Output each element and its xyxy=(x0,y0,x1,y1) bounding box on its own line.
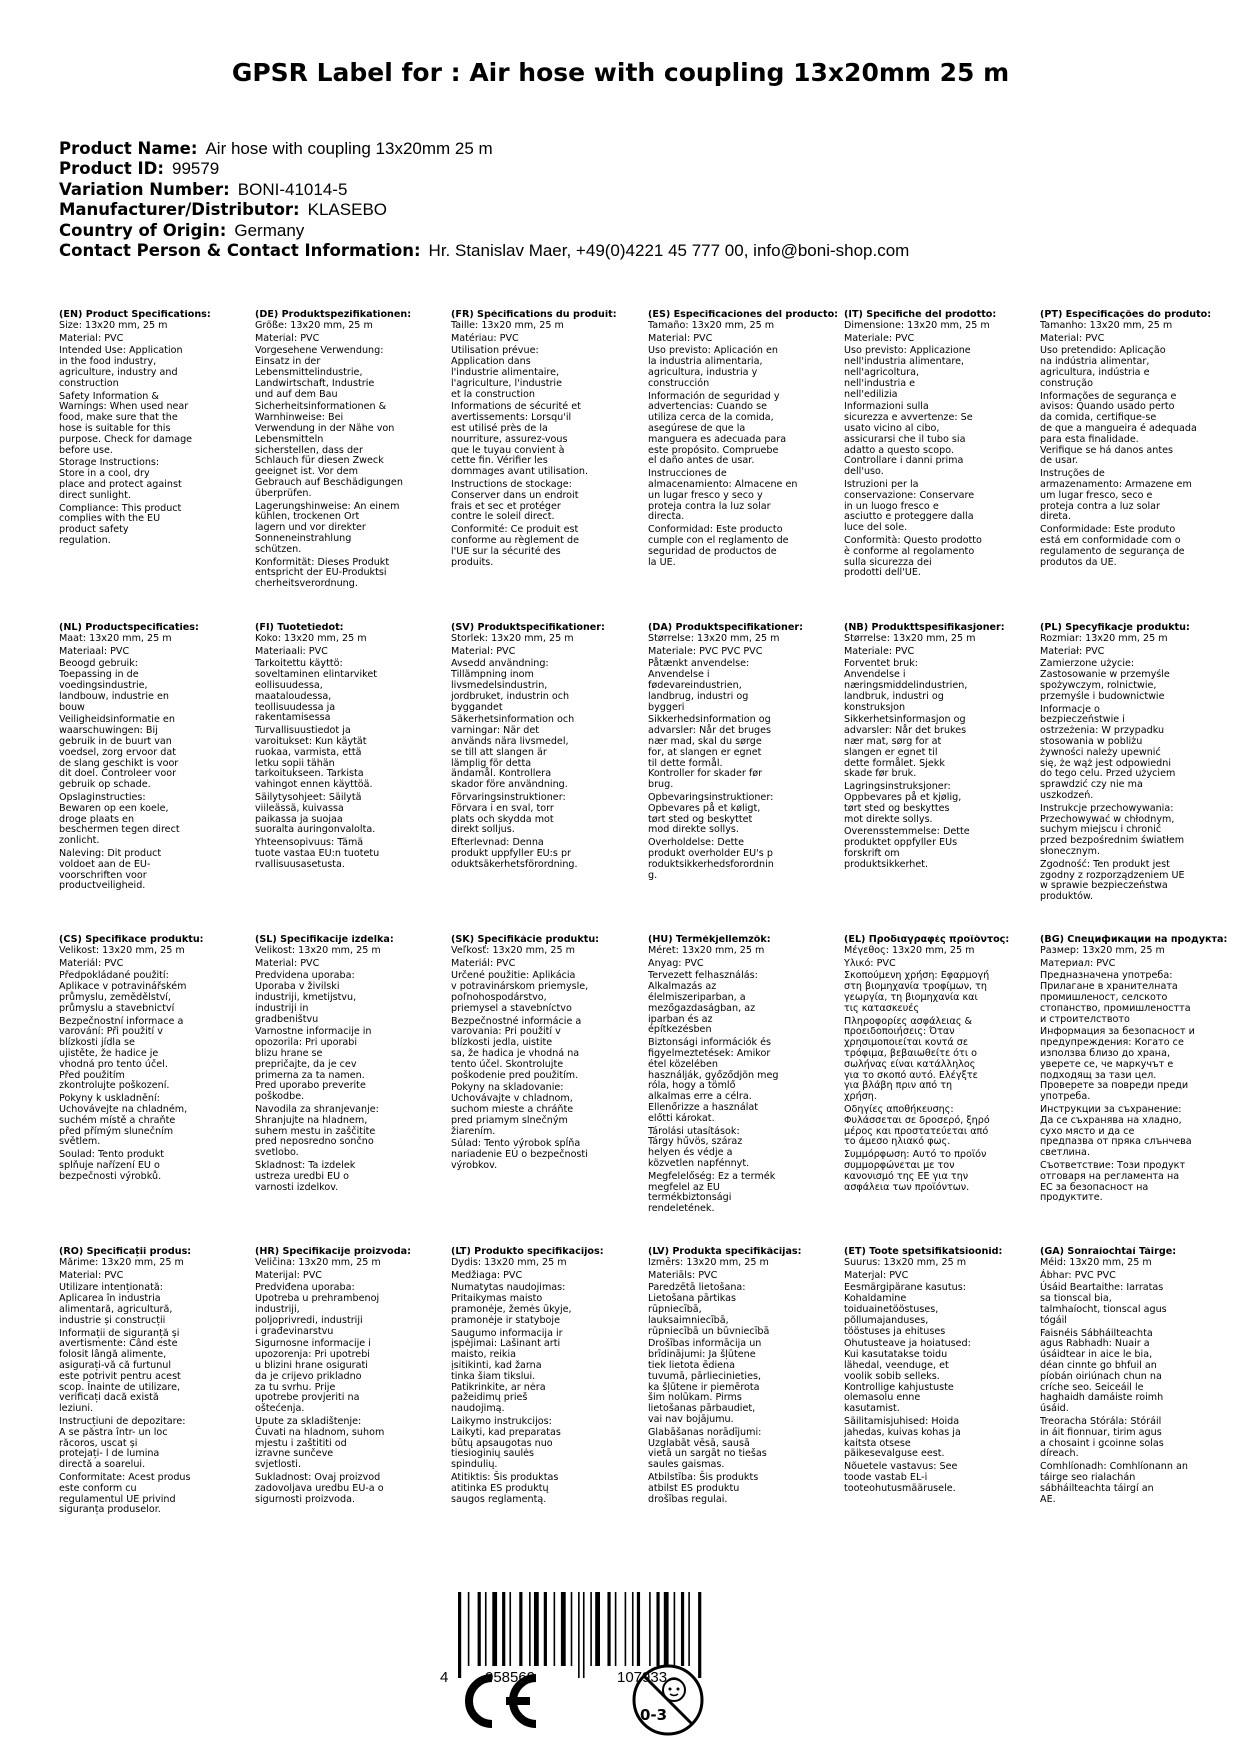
barcode-group-right: 107933 xyxy=(617,1669,668,1686)
spec-paragraph: Informacje o bezpieczeństwie i ostrzeżenia: W przypadku stosowania w pobliżu żywności należy upewnić się, że wąż jest odpowiedni do tego celu. Przed użyciem sprawdzić czy nie ma uszkodzeń. xyxy=(1040,703,1176,801)
barcode-bar xyxy=(492,1592,497,1666)
spec-paragraph: Opslaginstructies: Bewaren op een koele, droge plaats en beschermen tegen direct zonlicht. xyxy=(59,791,180,847)
spec-material: Materiāls: PVC xyxy=(648,1269,718,1281)
spec-paragraph: Naleving: Dit product voldoet aan de EU- voorschriften voor productveiligheid. xyxy=(59,847,162,892)
spec-block xyxy=(451,623,641,873)
spec-paragraph: Informazioni sulla sicurezza e avvertenze: Se usato vicino al cibo, assicurarsi che il tubo sia adatto a questo scopo. Controllare i danni prima dell'uso. xyxy=(844,401,973,478)
spec-paragraph: Varnostne informacije in opozorila: Pri uporabi blizu hrane se prepričajte, da je cev primerna za ta namen. Pred uporabo preverite poškodbe. xyxy=(255,1026,372,1103)
spec-paragraph: Glabāšanas norādījumi: Uzglabāt vēsā, sausā vietā un sargāt no tiešas saules gaismas. xyxy=(648,1426,767,1471)
spec-heading: (HU) Termékjellemzők: xyxy=(648,935,771,945)
spec-paragraph: Intended Use: Application in the food industry, agriculture, industry and construction xyxy=(59,345,183,389)
spec-paragraph: Πληροφορίες ασφάλειας & προειδοποιήσεις: Όταν χρησιμοποιείται κοντά σε τρόφιμα, βεβαιωθείτε ότι ο σωλήνας είναι κατάλληλος για το σκοπό αυτό. Ελέγξτε για βλάβη πριν από τη χρήση. xyxy=(844,1015,978,1103)
spec-paragraph: Conformità: Questo prodotto è conforme al regolamento sulla sicurezza dei prodotti dell'UE. xyxy=(844,534,982,579)
barcode-bar xyxy=(571,1592,573,1666)
spec-paragraph: Efterlevnad: Denna produkt uppfyller EU:s pr oduktsäkerhetsförordning. xyxy=(451,837,578,870)
spec-heading: (PT) Especificações do produto: xyxy=(1040,310,1212,320)
spec-size: Размер: 13x20 mm, 25 m xyxy=(1040,944,1165,956)
spec-paragraph: Faisnéis Sábháilteachta agus Rabhadh: Nuair a úsáidtear in aice le bia, déan cinnte go bhfuil an píobán oiriúnach chun na críche seo. Seiceáil le haghaidh damáiste roimh úsáid. xyxy=(1040,1327,1164,1415)
page-title: GPSR Label for : Air hose with coupling 13x20mm 25 m xyxy=(231,58,1010,87)
info-label: Contact Person & Contact Information: xyxy=(59,241,421,261)
spec-paragraph: Veiligheidsinformatie en waarschuwingen: Bij gebruik in de buurt van voedsel, zorg ervoor dat de slang geschikt is voor dit doel. Controleer voor gebruik op schade. xyxy=(59,714,179,791)
spec-block xyxy=(59,1247,249,1518)
spec-paragraph: Συμμόρφωση: Αυτό το προϊόν συμμορφώνεται με τον κανονισμό της ΕΕ για την ασφάλεια των προϊόντων. xyxy=(844,1149,987,1193)
spec-paragraph: Drošības informācija un brīdinājumi: Ja šļūtene tiek lietota ēdiena tuvumā, pārliecinieties, ka šļūtene ir piemērota šim nolūkam. Pirms lietošanas pārbaudiet, vai nav bojājumu. xyxy=(648,1338,762,1425)
not-for-children-0-3-icon xyxy=(630,1662,706,1738)
spec-paragraph: Vorgesehene Verwendung: Einsatz in der Lebensmittelindustrie, Landwirtschaft, Industrie und auf dem Bau xyxy=(255,345,384,400)
spec-block xyxy=(255,623,445,873)
spec-block xyxy=(844,935,1034,1195)
spec-material: Materiale: PVC xyxy=(844,332,915,344)
spec-paragraph: Påtænkt anvendelse: Anvendelse i fødevareindustrien, landbrug, industri og byggeri xyxy=(648,658,750,713)
barcode-bar xyxy=(607,1592,610,1666)
spec-size: Tamaño: 13x20 mm, 25 m xyxy=(648,319,775,331)
spec-size: Koko: 13x20 mm, 25 m xyxy=(255,632,367,644)
spec-paragraph: Navodila za shranjevanje: Shranjujte na hladnem, suhem mestu in zaščitite pred neposredno sončno svetlobo. xyxy=(255,1103,379,1159)
spec-block xyxy=(59,935,249,1185)
barcode-bar xyxy=(509,1592,511,1666)
spec-paragraph: Konformität: Dieses Produkt entspricht der EU-Produktsi cherheitsverordnung. xyxy=(255,556,390,590)
spec-paragraph: Nõuetele vastavus: See toode vastab EL-i tooteohutusmäärusele. xyxy=(844,1461,958,1494)
spec-material: Material: PVC xyxy=(255,332,320,344)
spec-size: Tamanho: 13x20 mm, 25 m xyxy=(1040,319,1173,331)
spec-paragraph: Sikkerhetsinformasjon og advarsler: Når det brukes nær mat, sørg for at slangen er egnet til dette formålet. Sjekk skade før bruk. xyxy=(844,714,967,780)
spec-heading: (LT) Produkto specifikacijos: xyxy=(451,1247,604,1257)
spec-paragraph: Eesmärgipärane kasutus: Kohaldamine toiduainetööstuses, põllumajanduses, tööstuses ja ehituses xyxy=(844,1282,966,1337)
info-label: Product Name: xyxy=(59,139,198,158)
spec-heading: (HR) Specifikacije proizvoda: xyxy=(255,1247,411,1257)
spec-paragraph: Предназначена употреба: Прилагане в хранителната промишленост, селското стопанство, промишлеността и строителството xyxy=(1040,970,1191,1025)
info-value: Hr. Stanislav Maer, +49(0)4221 45 777 00, info@boni-shop.com xyxy=(428,241,910,261)
spec-paragraph: Úsáid Beartaithe: Iarratas sa tionscal bia, talmhaíocht, tionscal agus tógáil xyxy=(1040,1282,1167,1326)
spec-block xyxy=(255,1247,445,1507)
spec-material: Materiaali: PVC xyxy=(255,645,328,657)
spec-paragraph: Skladnost: Ta izdelek ustreza uredbi EU o varnosti izdelkov. xyxy=(255,1159,356,1193)
spec-heading: (PL) Specyfikacje produktu: xyxy=(1040,623,1190,633)
spec-paragraph: Safety Information & Warnings: When used near food, make sure that the hose is suitable for this purpose. Check for damage before use. xyxy=(59,390,193,456)
spec-heading: (LV) Produkta specifikācijas: xyxy=(648,1247,802,1257)
barcode-bar xyxy=(468,1592,470,1666)
spec-paragraph: Instrucțiuni de depozitare: A se păstra într- un loc răcoros, uscat și protejați- l de lumina directă a soarelui. xyxy=(59,1415,186,1471)
spec-paragraph: Tervezett felhasználás: Alkalmazás az élelmiszeriparban, a mezőgazdaságban, az iparban és az építkezésben xyxy=(648,970,758,1036)
spec-paragraph: Istruzioni per la conservazione: Conservare in un luogo fresco e asciutto e proteggere dalla luce del sole. xyxy=(844,478,975,534)
spec-material: Materijal: PVC xyxy=(255,1269,322,1281)
barcode-bar xyxy=(615,1592,617,1666)
spec-block xyxy=(255,935,445,1195)
spec-material: Material: PVC xyxy=(59,1269,124,1281)
spec-block xyxy=(1040,310,1230,570)
spec-size: Méret: 13x20 mm, 25 m xyxy=(648,944,765,956)
spec-paragraph: Súlad: Tento výrobok spĺňa nariadenie EÚ o bezpečnosti výrobkov. xyxy=(451,1138,588,1171)
ce-mark-text: CE xyxy=(456,1670,458,1671)
info-label: Manufacturer/Distributor: xyxy=(59,200,300,220)
info-row xyxy=(59,200,1199,220)
spec-heading: (NL) Productspecificaties: xyxy=(59,623,199,633)
spec-block xyxy=(844,623,1034,873)
barcode-bar xyxy=(595,1592,600,1666)
spec-paragraph: Bezpečnostné informácie a varovania: Pri použití v blízkosti jedla, uistite sa, že hadica je vhodná na tento účel. Skontrolujte poškodenie pred použitím. xyxy=(451,1015,582,1081)
spec-paragraph: Säilitamisjuhised: Hoida jahedas, kuivas kohas ja kaitsta otsese päikesevalguse eest. xyxy=(844,1415,961,1460)
spec-paragraph: Turvallisuustiedot ja varoitukset: Kun käytät ruokaa, varmista, että letku sopii tähän tarkoitukseen. Tarkista vahingot ennen käyttöä. xyxy=(255,725,373,791)
spec-block xyxy=(1040,623,1230,905)
spec-paragraph: Información de seguridad y advertencias: Cuando se utiliza cerca de la comida, asegúrese de que la manguera es adecuada para este propósito. Compruebe el daño antes de usar. xyxy=(648,390,787,467)
spec-paragraph: Paredzētā lietošana: Lietošana pārtikas rūpniecībā, lauksaimniecībā, rūpniecībā un būvniecībā xyxy=(648,1282,770,1337)
spec-size: Μέγεθος: 13x20 mm, 25 m xyxy=(844,944,975,956)
spec-paragraph: Sigurnosne informacije i upozorenja: Pri upotrebi u blizini hrane osigurati da je crijevo prikladno za tu svrhu. Prije upotrebe provjeriti na oštećenja. xyxy=(255,1338,371,1415)
barcode-bar xyxy=(688,1592,690,1666)
spec-paragraph: Σκοπούμενη χρήση: Εφαρμογή στη βιομηχανία τροφίμων, τη γεωργία, τη βιομηχανία και τις κατασκευές xyxy=(844,970,990,1014)
spec-paragraph: Conformité: Ce produit est conforme au règlement de l'UE sur la sécurité des produits. xyxy=(451,524,579,568)
spec-material: Material: PVC xyxy=(255,957,320,969)
spec-size: Suurus: 13x20 mm, 25 m xyxy=(844,1256,967,1268)
spec-heading: (EL) Προδιαγραφές προϊόντος: xyxy=(844,935,1010,945)
info-value: 99579 xyxy=(171,159,220,179)
spec-block xyxy=(255,310,445,592)
spec-heading: (DA) Produktspecifikationer: xyxy=(648,623,803,633)
spec-paragraph: Zgodność: Ten produkt jest zgodny z rozporządzeniem UE w sprawie bezpieczeństwa produktów. xyxy=(1040,858,1185,903)
spec-paragraph: Ohutusteave ja hoiatused: Kui kasutatakse toidu lähedal, veenduge, et voolik sobib selleks. Kontrollige kahjustuste olemasolu enne kasutamist. xyxy=(844,1338,971,1415)
spec-paragraph: Информация за безопасност и предупреждения: Когато се използва близо до храна, уверете се, че маркучът е подходящ за тази цел. Проверете за повреди преди употреба. xyxy=(1040,1026,1195,1103)
spec-material: Materjal: PVC xyxy=(844,1269,909,1281)
barcode-bar xyxy=(561,1592,566,1666)
product-info xyxy=(59,139,1199,261)
spec-paragraph: Predvidena uporaba: Uporaba v živilski industriji, kmetijstvu, industriji in gradbeništvu xyxy=(255,970,357,1025)
spec-material: Medžiaga: PVC xyxy=(451,1269,523,1281)
spec-heading: (GA) Sonraíochtaí Táirge: xyxy=(1040,1247,1177,1257)
spec-paragraph: Pokyny na skladovanie: Uchovávajte v chladnom, suchom mieste a chráňte pred priamym slnečným žiarením. xyxy=(451,1082,574,1137)
spec-paragraph: Instrucciones de almacenamiento: Almacene en un lugar fresco y seco y proteja contra la luz solar directa. xyxy=(648,468,798,523)
barcode-bar xyxy=(637,1592,640,1666)
age-warning-text: 0-3 xyxy=(640,1706,668,1724)
spec-paragraph: Overholdelse: Dette produkt overholder EU's p roduktsikkerhedsforordnin g. xyxy=(648,837,774,881)
spec-size: Dimensione: 13x20 mm, 25 m xyxy=(844,319,990,331)
info-row xyxy=(59,180,1199,200)
spec-block xyxy=(648,1247,838,1507)
spec-material: Ábhar: PVC PVC xyxy=(1040,1269,1116,1281)
spec-size: Dydis: 13x20 mm, 25 m xyxy=(451,1256,567,1268)
spec-heading: (ET) Toote spetsifikatsioonid: xyxy=(844,1247,1003,1257)
barcode-bar xyxy=(590,1592,592,1666)
spec-paragraph: Avsedd användning: Tillämpning inom livsmedelsindustrin, jordbruket, industrin och byggandet xyxy=(451,658,570,713)
spec-paragraph: Atitiktis: Šis produktas atitinka ES produktų saugos reglamentą. xyxy=(451,1471,559,1505)
spec-heading: (DE) Produktspezifikationen: xyxy=(255,310,412,320)
spec-size: Izmērs: 13x20 mm, 25 m xyxy=(648,1256,769,1268)
spec-size: Velikost: 13x20 mm, 25 m xyxy=(59,944,185,956)
spec-block xyxy=(451,1247,641,1507)
spec-material: Materiale: PVC PVC PVC xyxy=(648,645,763,657)
spec-paragraph: Pokyny k uskladnění: Uchovávejte na chladném, suchém místě a chraňte před přímým slunečním světlem. xyxy=(59,1093,188,1148)
spec-material: Material: PVC xyxy=(1040,332,1105,344)
spec-material: Materiale: PVC xyxy=(844,645,915,657)
spec-paragraph: Určené použitie: Aplikácia v potravinárskom priemysle, poľnohospodárstvo, priemysel a stavebníctvo xyxy=(451,970,589,1014)
spec-size: Størrelse: 13x20 mm, 25 m xyxy=(844,632,976,644)
barcode-bar xyxy=(544,1592,547,1666)
barcode-bar xyxy=(458,1592,461,1678)
spec-paragraph: Zamierzone użycie: Zastosowanie w przemyśle spożywczym, rolnictwie, przemyśle i budownictwie xyxy=(1040,658,1170,702)
spec-heading: (FR) Spécifications du produit: xyxy=(451,310,617,320)
spec-paragraph: Lagerungshinweise: An einem kühlen, trockenen Ort lagern und vor direkter Sonneneinstrahlung schützen. xyxy=(255,500,400,555)
spec-size: Veľkosť: 13x20 mm, 25 m xyxy=(451,944,575,956)
barcode-bar xyxy=(554,1592,556,1666)
info-value: BONI-41014-5 xyxy=(237,179,348,199)
spec-paragraph: Οδηγίες αποθήκευσης: Φυλάσσεται σε δροσερό, ξηρό μέρος και προστατεύεται από το άμεσο ηλιακό φως. xyxy=(844,1103,990,1148)
spec-paragraph: Numatytas naudojimas: Pritaikymas maisto pramonėje, žemės ūkyje, pramonėje ir statyboje xyxy=(451,1282,572,1326)
spec-paragraph: Uso previsto: Applicazione nell'industria alimentare, nell'agricoltura, nell'industria e nell'edilizia xyxy=(844,345,971,400)
spec-heading: (FI) Tuotetiedot: xyxy=(255,623,344,633)
spec-material: Материал: PVC xyxy=(1040,957,1116,969)
spec-paragraph: Sicherheitsinformationen & Warnhinweise: Bei Verwendung in der Nähe von Lebensmitteln sicherstellen, dass der Schlauch für diesen Zweck geeignet ist. Vor dem Gebrauch auf Beschädigungen überprüfen. xyxy=(255,401,403,499)
spec-paragraph: Tarkoitettu käyttö: soveltaminen elintarviket eollisuudessa, maataloudessa, teollisuudessa ja rakentamisessa xyxy=(255,658,377,724)
barcode-bar xyxy=(656,1592,659,1666)
info-row xyxy=(59,241,1199,261)
spec-paragraph: Opbevaringsinstruktioner: Opbevares på et køligt, tørt sted og beskyttet mod direkte sollys. xyxy=(648,791,774,836)
barcode-bar xyxy=(664,1592,669,1666)
spec-heading: (NB) Produkttspesifikasjoner: xyxy=(844,623,1005,633)
spec-paragraph: Treoracha Stórála: Stóráil in áit fionnuar, tirim agus a chosaint i gcoinne solas díreach. xyxy=(1040,1415,1164,1460)
spec-heading: (ES) Especificaciones del producto: xyxy=(648,310,838,320)
spec-material: Material: PVC xyxy=(451,645,516,657)
spec-paragraph: Biztonsági információk és figyelmeztetések: Amikor étel közelében használják, győződjön meg róla, hogy a tömlő alkalmas erre a célra. Ellenőrizze a használat előtti károkat. xyxy=(648,1037,779,1124)
barcode-bar xyxy=(625,1592,627,1666)
info-label: Country of Origin: xyxy=(59,220,227,240)
spec-material: Υλικό: PVC xyxy=(844,957,896,969)
spec-block xyxy=(648,935,838,1217)
info-value: Air hose with coupling 13x20mm 25 m xyxy=(205,139,493,158)
barcode-bar xyxy=(674,1592,676,1666)
info-value: Germany xyxy=(234,220,305,240)
spec-paragraph: Comhlíonadh: Comhlíonann an táirge seo rialachán sábháilteachta táirgí an AE. xyxy=(1040,1461,1188,1505)
spec-paragraph: Overensstemmelse: Dette produktet oppfyller EUs forskrift om produktsikkerhet. xyxy=(844,826,970,870)
barcode-bar xyxy=(578,1592,580,1678)
spec-block xyxy=(1040,935,1230,1206)
spec-block xyxy=(648,310,838,570)
spec-paragraph: Informații de siguranță și avertismente: Când este folosit lângă alimente, asigurați-vă că furtunul este potrivit pentru acest scop. Înainte de utilizare, verificați dacă există leziuni. xyxy=(59,1327,181,1415)
spec-paragraph: Informações de segurança e avisos: Quando usado perto da comida, certifique-se de que a mangueira é adequada para esta finalidade. Verifique se há danos antes de usar. xyxy=(1040,390,1197,467)
spec-paragraph: Sukladnost: Ovaj proizvod zadovoljava uredbu EU-a o sigurnosti proizvoda. xyxy=(255,1471,384,1505)
spec-paragraph: Storage Instructions: Store in a cool, dry place and protect against direct sunlight. xyxy=(59,457,182,501)
spec-size: Méid: 13x20 mm, 25 m xyxy=(1040,1256,1152,1268)
barcode-bar xyxy=(478,1592,481,1666)
spec-block xyxy=(59,310,249,549)
barcode-bar xyxy=(681,1592,684,1666)
spec-material: Materiał: PVC xyxy=(1040,645,1105,657)
spec-block xyxy=(451,310,641,570)
info-label: Variation Number: xyxy=(59,179,230,199)
barcode-bar xyxy=(519,1592,522,1666)
barcode-bar xyxy=(529,1592,531,1666)
spec-heading: (SL) Specifikacije izdelka: xyxy=(255,935,394,945)
spec-paragraph: Instructions de stockage: Conserver dans un endroit frais et sec et protéger contre le soleil direct. xyxy=(451,478,579,523)
spec-paragraph: Säilytysohjeet: Säilytä viileässä, kuivassa paikassa ja suojaa suoralta auringonvalolta. xyxy=(255,791,376,836)
barcode-group-left: 058569 xyxy=(485,1669,536,1686)
barcode-bar xyxy=(632,1592,634,1666)
spec-paragraph: Conformitate: Acest produs este conform cu regulamentul UE privind siguranța produselor. xyxy=(59,1471,191,1516)
spec-paragraph: Lagringsinstruksjoner: Oppbevares på et kjølig, tørt sted og beskyttes mot direkte sollys. xyxy=(844,781,962,825)
spec-paragraph: Bezpečnostní informace a varování: Při použití v blízkosti jídla se ujistěte, že hadice je vhodná pro tento účel. Před použitím zkontrolujte poškození. xyxy=(59,1015,184,1092)
spec-heading: (EN) Product Specifications: xyxy=(59,310,211,320)
spec-heading: (IT) Specifiche del prodotto: xyxy=(844,310,997,320)
spec-paragraph: Utilizare intenționată: Aplicarea în industria alimentară, agricultură, industrie și construcții xyxy=(59,1282,173,1326)
spec-size: Maat: 13x20 mm, 25 m xyxy=(59,632,172,644)
spec-paragraph: Förvaringsinstruktioner: Förvara i en sval, torr plats och skydda mot direkt solljus. xyxy=(451,791,566,836)
spec-size: Rozmiar: 13x20 mm, 25 m xyxy=(1040,632,1168,644)
barcode-bar xyxy=(502,1592,505,1666)
spec-paragraph: Yhteensopivuus: Tämä tuote vastaa EU:n tuotetu rvallisuusasetusta. xyxy=(255,837,380,870)
spec-material: Material: PVC xyxy=(59,332,124,344)
spec-material: Anyag: PVC xyxy=(648,957,704,969)
spec-paragraph: Sikkerhedsinformation og advarsler: Når det bruges nær mad, skal du sørge for, at slangen er egnet til dette formål. Kontroller for skader før brug. xyxy=(648,714,772,791)
spec-size: Velikost: 13x20 mm, 25 m xyxy=(255,944,381,956)
spec-size: Size: 13x20 mm, 25 m xyxy=(59,319,168,331)
spec-material: Material: PVC xyxy=(648,332,713,344)
barcode-bar xyxy=(583,1592,585,1678)
spec-material: Materiál: PVC xyxy=(59,957,124,969)
spec-block xyxy=(1040,1247,1230,1507)
spec-size: Taille: 13x20 mm, 25 m xyxy=(451,319,564,331)
spec-paragraph: Forventet bruk: Anvendelse i næringsmiddelindustrien, landbruk, industri og konstruksjon xyxy=(844,658,968,713)
spec-material: Materiaal: PVC xyxy=(59,645,130,657)
info-row xyxy=(59,139,1199,159)
spec-size: Storlek: 13x20 mm, 25 m xyxy=(451,632,574,644)
spec-heading: (SV) Produktspecifikationer: xyxy=(451,623,605,633)
spec-block xyxy=(648,623,838,883)
spec-paragraph: Съответствие: Този продукт отговаря на регламента на ЕС за безопасност на продуктите. xyxy=(1040,1159,1186,1204)
ce-mark-icon xyxy=(456,1670,542,1732)
spec-heading: (SK) Špecifikácie produktu: xyxy=(451,935,600,945)
spec-paragraph: Uso previsto: Aplicación en la industria alimentaria, agricultura, industria y construcción xyxy=(648,345,778,389)
spec-paragraph: Informations de sécurité et avertissements: Lorsqu'il est utilisé près de la nourriture, assurez-vous que le tuyau convient à cette fin. Vérifier les dommages avant utilisation. xyxy=(451,401,589,478)
spec-material: Materiál: PVC xyxy=(451,957,516,969)
spec-block xyxy=(59,623,249,894)
spec-heading: (CS) Specifikace produktu: xyxy=(59,935,204,945)
barcode-bar xyxy=(534,1592,539,1666)
spec-paragraph: Instruções de armazenamento: Armazene em um lugar fresco, seco e proteja contra a luz solar direta. xyxy=(1040,468,1192,523)
spec-size: Größe: 13x20 mm, 25 m xyxy=(255,319,373,331)
spec-paragraph: Utilisation prévue: Application dans l'industrie alimentaire, l'agriculture, l'industrie et la construction xyxy=(451,345,562,400)
spec-paragraph: Upute za skladištenje: Čuvati na hladnom, suhom mjestu i zaštititi od izravne sunčeve svjetlosti. xyxy=(255,1415,385,1471)
spec-paragraph: Soulad: Tento produkt splňuje nařízení EU o bezpečnosti výrobků. xyxy=(59,1149,165,1182)
spec-paragraph: Saugumo informacija ir įspėjimai: Lašinant arti maisto, reikia įsitikinti, kad žarna tinka šiam tikslui. Patikrinkite, ar nėra pažeidimų prieš naudojimą. xyxy=(451,1327,563,1415)
spec-size: Størrelse: 13x20 mm, 25 m xyxy=(648,632,780,644)
spec-block xyxy=(844,310,1034,581)
spec-paragraph: Compliance: This product complies with the EU product safety regulation. xyxy=(59,502,182,546)
info-label: Product ID: xyxy=(59,159,164,179)
spec-block xyxy=(844,1247,1034,1497)
spec-paragraph: Conformidade: Este produto está em conformidade com o regulamento de segurança de produtos da UE. xyxy=(1040,524,1185,568)
spec-material: Matériau: PVC xyxy=(451,332,519,344)
spec-block xyxy=(451,935,641,1174)
barcode-bar xyxy=(485,1592,487,1666)
spec-heading: (RO) Specificații produs: xyxy=(59,1247,192,1257)
spec-paragraph: Předpokládané použití: Aplikace v potravinářském průmyslu, zemědělství, průmyslu a stavebnictví xyxy=(59,970,187,1014)
spec-paragraph: Säkerhetsinformation och varningar: När det används nära livsmedel, se till att slangen är lämplig för detta ändamål. Kontrollera skador före användning. xyxy=(451,714,575,791)
spec-paragraph: Uso pretendido: Aplicação na indústria alimentar, agricultura, indústria e construção xyxy=(1040,345,1166,389)
spec-paragraph: Инструкции за съхранение: Да се съхранява на хладно, сухо място и да се предпазва от пряка слънчева светлина. xyxy=(1040,1103,1192,1159)
spec-paragraph: Instrukcje przechowywania: Przechowywać w chłodnym, suchym miejscu i chronić przed bezpośrednim światłem słonecznym. xyxy=(1040,802,1185,857)
spec-size: Veličina: 13x20 mm, 25 m xyxy=(255,1256,381,1268)
spec-size: Mărime: 13x20 mm, 25 m xyxy=(59,1256,184,1268)
spec-paragraph: Megfelelőség: Ez a termék megfelel az EU termékbiztonsági rendeletének. xyxy=(648,1170,776,1215)
info-row xyxy=(59,159,1199,179)
spec-paragraph: Atbilstība: Šis produkts atbilst ES produktu drošības regulai. xyxy=(648,1471,759,1505)
barcode-digit-first: 4 xyxy=(440,1669,449,1686)
spec-heading: (BG) Спецификации на продукта: xyxy=(1040,935,1228,945)
info-row xyxy=(59,221,1199,241)
spec-paragraph: Laikymo instrukcijos: Laikyti, kad preparatas būtų apsaugotas nuo tiesioginių saulės spindulių. xyxy=(451,1415,561,1471)
spec-paragraph: Tárolási utasítások: Tárgy hűvös, száraz helyen és védje a közvetlen napfénnyt. xyxy=(648,1125,750,1169)
spec-paragraph: Beoogd gebruik: Toepassing in de voedingsindustrie, landbouw, industrie en bouw xyxy=(59,658,169,713)
info-value: KLASEBO xyxy=(307,200,388,220)
spec-paragraph: Conformidad: Este producto cumple con el reglamento de seguridad de productos de la UE. xyxy=(648,524,789,568)
spec-paragraph: Predviđena uporaba: Upotreba u prehrambenoj industriji, poljoprivredi, industriji i građevinarstvu xyxy=(255,1282,380,1337)
barcode-bar xyxy=(649,1592,651,1666)
